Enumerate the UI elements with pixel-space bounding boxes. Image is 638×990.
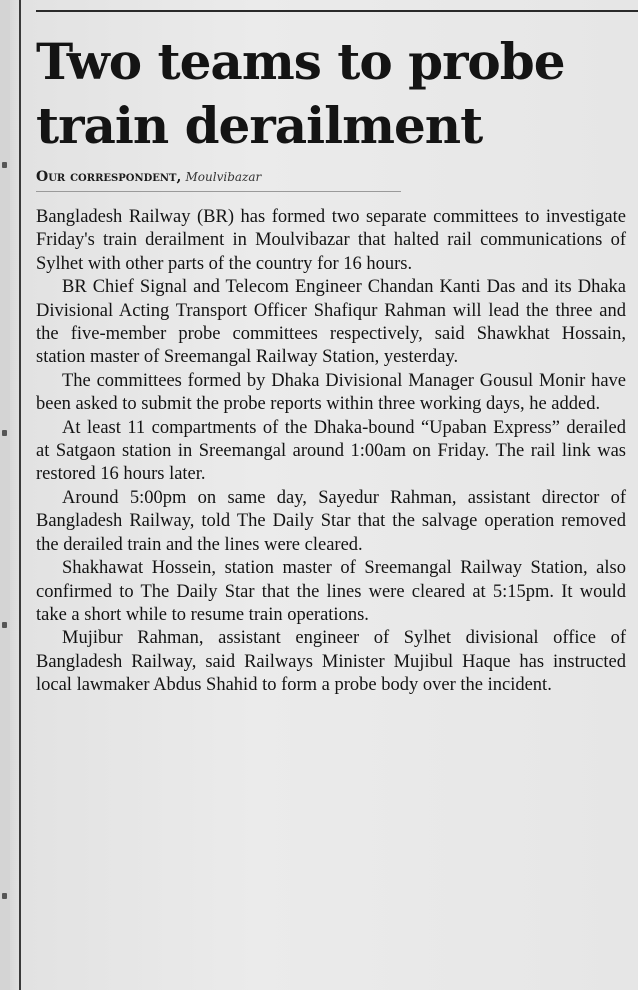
paragraph: The committees formed by Dhaka Divisional Manager Gousul Monir have been asked to submit the probe reports within three working days, he added. <box>36 370 626 415</box>
top-rule <box>36 10 638 12</box>
column-divider <box>19 0 21 990</box>
adjacent-text-fragment <box>2 430 7 436</box>
byline-rule <box>36 191 401 192</box>
byline-location: Moulvibazar <box>185 170 262 184</box>
paragraph: Bangladesh Railway (BR) has formed two separate committees to investigate Friday's train derailment in Moulvibazar that halted rail communications of Sylhet with other parts of the country for 16 hours. <box>36 207 626 274</box>
adjacent-text-fragment <box>2 893 7 899</box>
paragraph: Mujibur Rahman, assistant engineer of Sylhet divisional office of Bangladesh Railway, said Railways Minister Mujibul Haque has instructed local lawmaker Abdus Shahid to form a probe body over the incident. <box>36 628 626 696</box>
article-body <box>36 206 626 698</box>
byline <box>36 168 626 187</box>
adjacent-column-edge <box>0 0 10 990</box>
paragraph: At least 11 compartments of the Dhaka-bound “Upaban Express” derailed at Satgaon station in Sreemangal around 1:00am on Friday. The rail link was restored 16 hours later. <box>36 417 626 485</box>
byline-author: Our correspondent, <box>36 169 182 185</box>
headline: Two teams to probe train derailment <box>36 32 565 155</box>
paragraph: Around 5:00pm on same day, Sayedur Rahman, assistant director of Bangladesh Railway, told The Daily Star that the salvage operation removed the derailed train and the lines were cleared. <box>36 487 626 555</box>
paragraph: BR Chief Signal and Telecom Engineer Chandan Kanti Das and its Dhaka Divisional Acting Transport Officer Shafiqur Rahman will lead the three and the five-member probe committees respectively, said Shawkhat Hossain, station master of Sreemangal Railway Station, yesterday. <box>36 277 626 368</box>
paragraph: Shakhawat Hossein, station master of Sreemangal Railway Station, also confirmed to The Daily Star that the lines were cleared at 5:15pm. It would take a short while to resume train operations. <box>36 558 626 625</box>
adjacent-text-fragment <box>2 622 7 628</box>
adjacent-text-fragment <box>2 162 7 168</box>
news-article <box>36 30 626 698</box>
